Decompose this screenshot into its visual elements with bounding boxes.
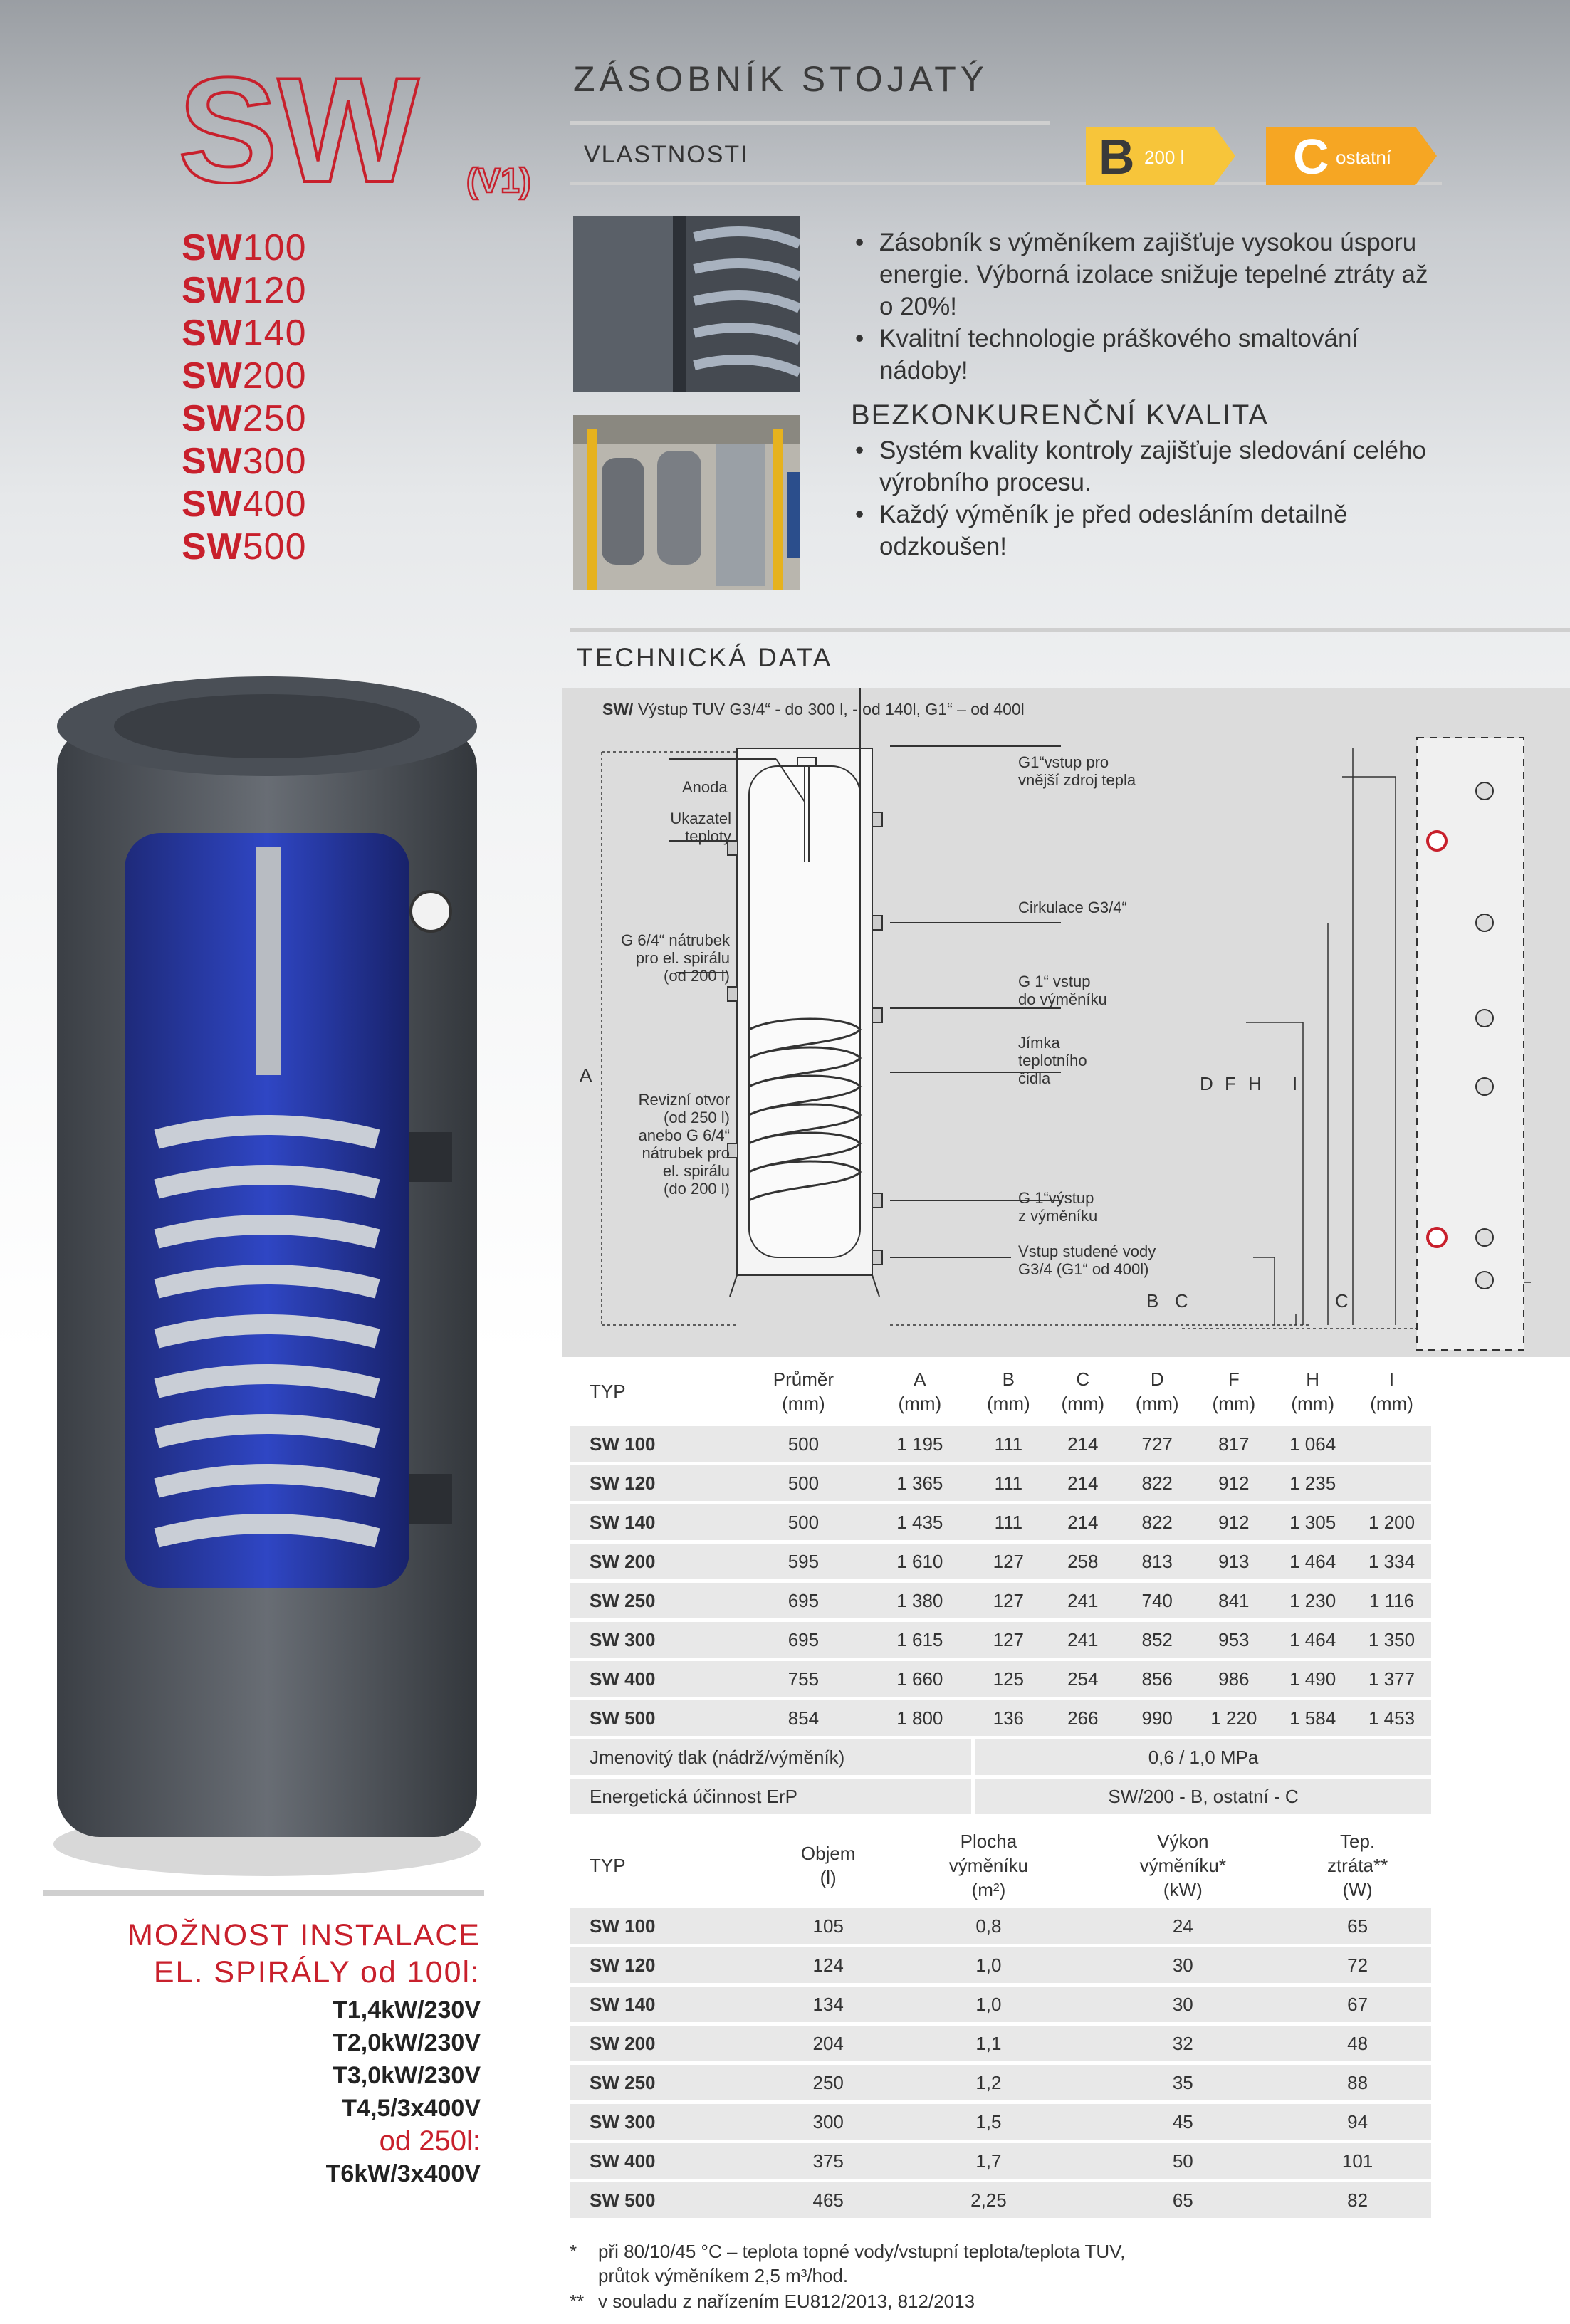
table-cell: 817 xyxy=(1194,1426,1273,1462)
table-cell: 1 584 xyxy=(1273,1700,1352,1736)
table-cell: SW 120 xyxy=(570,1465,738,1501)
model-item: SW400 xyxy=(182,483,307,525)
title-divider xyxy=(570,121,1050,125)
label-g1-vstup-zdroj: G1“vstup pro vnější zdroj tepla xyxy=(1018,753,1136,789)
table-cell: 854 xyxy=(738,1700,868,1736)
table-cell: Energetická účinnost ErP xyxy=(570,1779,971,1814)
table-cell: 65 xyxy=(1284,1908,1431,1944)
table-cell: 1 490 xyxy=(1273,1661,1352,1697)
table-row xyxy=(570,2026,1431,2061)
table-cell: 300 xyxy=(761,2104,895,2140)
table-cell: 856 xyxy=(1120,1661,1194,1697)
table-cell: 101 xyxy=(1284,2143,1431,2179)
table-row xyxy=(570,1661,1431,1697)
table1-header: F (mm) xyxy=(1194,1360,1273,1423)
table-row xyxy=(570,1779,1431,1814)
feature-bullet: • Každý výměník je před odesláním detailně odzkoušen! xyxy=(851,498,1435,562)
label-g1-vstup-vymenik: G 1“ vstup do výměníku xyxy=(1018,973,1107,1008)
table-cell: 1 350 xyxy=(1352,1622,1431,1658)
table-cell: 67 xyxy=(1284,1987,1431,2022)
model-item: SW300 xyxy=(182,441,307,482)
table-cell: 258 xyxy=(1046,1544,1120,1579)
table-cell: 134 xyxy=(761,1987,895,2022)
table-cell: 1 195 xyxy=(869,1426,972,1462)
table1-header: I (mm) xyxy=(1352,1360,1431,1423)
diagram-caption: SW/ Výstup TUV G3/4“ - do 300 l, - od 140l, G1“ – od 400l xyxy=(602,700,1025,718)
table-cell: 32 xyxy=(1082,2026,1284,2061)
energy-badge-c xyxy=(1266,127,1437,185)
table-cell: SW 250 xyxy=(570,2065,761,2100)
table-cell: 241 xyxy=(1046,1583,1120,1618)
table-row xyxy=(570,1987,1431,2022)
footnote-2: ** v souladu z nařízením EU812/2013, 812/2013 xyxy=(570,2291,975,2312)
tank-cutaway-illustration xyxy=(43,676,491,1887)
table-cell: 94 xyxy=(1284,2104,1431,2140)
table-row xyxy=(570,2182,1431,2218)
table-cell: 50 xyxy=(1082,2143,1284,2179)
section-title-vlastnosti: VLASTNOSTI xyxy=(584,141,749,168)
table-cell: 65 xyxy=(1082,2182,1284,2218)
dim-label-i: I xyxy=(1292,1073,1298,1094)
table-cell: 250 xyxy=(761,2065,895,2100)
table-cell: 30 xyxy=(1082,1947,1284,1983)
table-cell: 1,0 xyxy=(895,1947,1082,1983)
table-cell: 1 464 xyxy=(1273,1544,1352,1579)
dim-label-a: A xyxy=(580,1064,592,1086)
table-cell: SW 400 xyxy=(570,1661,738,1697)
table-cell: 595 xyxy=(738,1544,868,1579)
table-row xyxy=(570,1465,1431,1501)
table-cell: 124 xyxy=(761,1947,895,1983)
feature-bullet: • Kvalitní technologie práškového smaltování nádoby! xyxy=(851,323,1435,387)
tech-divider xyxy=(570,628,1570,632)
table-cell: 127 xyxy=(971,1583,1045,1618)
table-cell: 1 610 xyxy=(869,1544,972,1579)
label-g64: G 6/4“ nátrubek pro el. spirálu (od 200 l) xyxy=(621,931,730,985)
table-cell: 204 xyxy=(761,2026,895,2061)
model-list xyxy=(182,226,307,568)
table-cell: 30 xyxy=(1082,1987,1284,2022)
table-cell: SW 140 xyxy=(570,1987,761,2022)
footnote-1: * při 80/10/45 °C – teplota topné vody/vstupní teplota/teplota TUV, průtok výměníkem 2,5 m³/hod. xyxy=(570,2241,1126,2286)
table-cell: 375 xyxy=(761,2143,895,2179)
table-cell: 48 xyxy=(1284,2026,1431,2061)
table-row xyxy=(570,1504,1431,1540)
table-cell: 990 xyxy=(1120,1700,1194,1736)
table-cell: 1,2 xyxy=(895,2065,1082,2100)
badge-c-text: ostatní xyxy=(1336,147,1392,168)
table-cell: 82 xyxy=(1284,2182,1431,2218)
feature-bullet: • Systém kvality kontroly zajišťuje sledování celého výrobního procesu. xyxy=(851,434,1435,498)
badge-c-letter: C xyxy=(1293,129,1329,184)
table-row xyxy=(570,2143,1431,2179)
table-cell: 912 xyxy=(1194,1504,1273,1540)
table-cell: 822 xyxy=(1120,1465,1194,1501)
table2-header: Tep. ztráta** (W) xyxy=(1284,1826,1431,1905)
table-cell: 2,25 xyxy=(895,2182,1082,2218)
table-cell: SW 100 xyxy=(570,1426,738,1462)
dim-label-f: F xyxy=(1225,1073,1236,1094)
model-item: SW140 xyxy=(182,313,307,354)
table-cell: 986 xyxy=(1194,1661,1273,1697)
table-cell: 88 xyxy=(1284,2065,1431,2100)
table-cell: 127 xyxy=(971,1622,1045,1658)
table-cell: SW 120 xyxy=(570,1947,761,1983)
label-ukazatel: Ukazatel teploty xyxy=(670,810,731,845)
table-row xyxy=(570,1908,1431,1944)
table-cell: SW 140 xyxy=(570,1504,738,1540)
table-cell: 465 xyxy=(761,2182,895,2218)
label-anoda: Anoda xyxy=(682,778,728,796)
table-cell: 953 xyxy=(1194,1622,1273,1658)
table1-header: B (mm) xyxy=(971,1360,1045,1423)
badge-b-letter: B xyxy=(1099,129,1135,184)
table-cell: SW 100 xyxy=(570,1908,761,1944)
label-cirkulace: Cirkulace G3/4“ xyxy=(1018,899,1127,916)
table-cell: SW 200 xyxy=(570,2026,761,2061)
table-cell: 813 xyxy=(1120,1544,1194,1579)
table-cell: 72 xyxy=(1284,1947,1431,1983)
table1-header: TYP xyxy=(570,1360,738,1423)
table-cell: 0,8 xyxy=(895,1908,1082,1944)
label-revizni-otvor: Revizní otvor (od 250 l) anebo G 6/4“ nátrubek pro el. spirálu (do 200 l) xyxy=(638,1091,730,1198)
model-item: SW200 xyxy=(182,355,307,397)
table2-header: TYP xyxy=(570,1826,761,1905)
table-cell: 0,6 / 1,0 MPa xyxy=(971,1739,1431,1775)
table-row xyxy=(570,1426,1431,1462)
dim-label-d: D xyxy=(1200,1073,1213,1094)
table-cell: 214 xyxy=(1046,1426,1120,1462)
table-cell: 1 235 xyxy=(1273,1465,1352,1501)
table-cell: 1,5 xyxy=(895,2104,1082,2140)
table-cell: 111 xyxy=(971,1504,1045,1540)
table2-header: Plocha výměníku (m²) xyxy=(895,1826,1082,1905)
table-cell: SW 300 xyxy=(570,2104,761,2140)
table-cell: 1 464 xyxy=(1273,1622,1352,1658)
table-cell: 127 xyxy=(971,1544,1045,1579)
table-cell: 1,1 xyxy=(895,2026,1082,2061)
table-cell: SW 500 xyxy=(570,1700,738,1736)
table-cell: SW 500 xyxy=(570,2182,761,2218)
table1-header: A (mm) xyxy=(869,1360,972,1423)
table-cell: 125 xyxy=(971,1661,1045,1697)
table-cell: 1 660 xyxy=(869,1661,972,1697)
table-row xyxy=(570,1947,1431,1983)
table-cell xyxy=(1352,1426,1431,1462)
dim-label-c: C xyxy=(1175,1290,1188,1312)
badge-b-text: 200 l xyxy=(1144,147,1185,168)
table-cell: 24 xyxy=(1082,1908,1284,1944)
table-cell: 266 xyxy=(1046,1700,1120,1736)
table-cell: 214 xyxy=(1046,1465,1120,1501)
table-cell: 1 453 xyxy=(1352,1700,1431,1736)
table-cell: SW/200 - B, ostatní - C xyxy=(971,1779,1431,1814)
table-row xyxy=(570,2065,1431,2100)
table-cell: 1,0 xyxy=(895,1987,1082,2022)
table-cell: 822 xyxy=(1120,1504,1194,1540)
table-cell: 1 365 xyxy=(869,1465,972,1501)
table-cell: 1,7 xyxy=(895,2143,1082,2179)
quality-subtitle: BEZKONKURENČNÍ KVALITA xyxy=(851,399,1270,431)
table-cell: 1 305 xyxy=(1273,1504,1352,1540)
table-cell: 214 xyxy=(1046,1504,1120,1540)
dim-label-h: H xyxy=(1248,1073,1262,1094)
table-cell: 35 xyxy=(1082,2065,1284,2100)
table-cell: 1 380 xyxy=(869,1583,972,1618)
table-cell: 695 xyxy=(738,1583,868,1618)
table-row xyxy=(570,2104,1431,2140)
table-cell: 852 xyxy=(1120,1622,1194,1658)
table-cell: SW 250 xyxy=(570,1583,738,1618)
dim-label-c-side: C xyxy=(1335,1290,1349,1312)
page-title: ZÁSOBNÍK STOJATÝ xyxy=(573,59,989,99)
table1-header: Průměr (mm) xyxy=(738,1360,868,1423)
table-cell: 500 xyxy=(738,1504,868,1540)
table-cell: 1 800 xyxy=(869,1700,972,1736)
dim-label-b: B xyxy=(1146,1290,1159,1312)
table-row xyxy=(570,1544,1431,1579)
model-item: SW120 xyxy=(182,270,307,311)
installation-title: MOŽNOST INSTALACE EL. SPIRÁLY od 100l: xyxy=(127,1918,481,1989)
table-cell: 740 xyxy=(1120,1583,1194,1618)
table-row xyxy=(570,1622,1431,1658)
table-cell: 111 xyxy=(971,1465,1045,1501)
table-cell: 727 xyxy=(1120,1426,1194,1462)
table-row xyxy=(570,1739,1431,1775)
table-row xyxy=(570,1700,1431,1736)
table-row xyxy=(570,1583,1431,1618)
table-cell: SW 400 xyxy=(570,2143,761,2179)
table-cell: 500 xyxy=(738,1465,868,1501)
table-cell: 1 615 xyxy=(869,1622,972,1658)
table-cell: SW 300 xyxy=(570,1622,738,1658)
logo-text: SW xyxy=(178,50,419,206)
table-cell: 1 200 xyxy=(1352,1504,1431,1540)
label-studena-voda: Vstup studené vody G3/4 (G1“ od 400l) xyxy=(1018,1242,1156,1278)
table-cell: 241 xyxy=(1046,1622,1120,1658)
energy-badge-b xyxy=(1086,127,1235,185)
table-cell: 45 xyxy=(1082,2104,1284,2140)
table1-header: H (mm) xyxy=(1273,1360,1352,1423)
factory-photo xyxy=(573,415,800,590)
features xyxy=(851,226,1435,562)
table-cell: 1 435 xyxy=(869,1504,972,1540)
table-cell: 500 xyxy=(738,1426,868,1462)
table2-header: Objem (l) xyxy=(761,1826,895,1905)
table-cell: 695 xyxy=(738,1622,868,1658)
table-cell xyxy=(1352,1465,1431,1501)
table-cell: 136 xyxy=(971,1700,1045,1736)
logo-version: (V1) xyxy=(466,162,531,200)
feature-bullet: • Zásobník s výměníkem zajišťuje vysokou úsporu energie. Výborná izolace snižuje tepelné ztráty až o 20%! xyxy=(851,226,1435,323)
dimensions-table xyxy=(570,1356,1431,1818)
table-cell: 1 116 xyxy=(1352,1583,1431,1618)
table-cell: 1 220 xyxy=(1194,1700,1273,1736)
table-cell: 1 064 xyxy=(1273,1426,1352,1462)
table-cell: Jmenovitý tlak (nádrž/výměník) xyxy=(570,1739,971,1775)
table1-header: D (mm) xyxy=(1120,1360,1194,1423)
performance-table xyxy=(570,1823,1431,2221)
table-cell: 254 xyxy=(1046,1661,1120,1697)
installation-options: T1,4kW/230V T2,0kW/230V T3,0kW/230V T4,5/3x400V od 250l: T6kW/3x400V xyxy=(325,1996,481,2187)
table1-header: C (mm) xyxy=(1046,1360,1120,1423)
label-g1-vystup: G 1“výstup z výměníku xyxy=(1018,1189,1098,1225)
table-cell: 1 334 xyxy=(1352,1544,1431,1579)
tech-data-title: TECHNICKÁ DATA xyxy=(577,643,833,672)
model-item: SW100 xyxy=(182,227,307,268)
model-item: SW250 xyxy=(182,398,307,439)
table-cell: 841 xyxy=(1194,1583,1273,1618)
table-cell: 1 377 xyxy=(1352,1661,1431,1697)
table-cell: 105 xyxy=(761,1908,895,1944)
table-cell: 111 xyxy=(971,1426,1045,1462)
label-jimka: Jímka teplotního čidla xyxy=(1018,1034,1087,1087)
sw-logo xyxy=(178,50,562,206)
table-cell: 913 xyxy=(1194,1544,1273,1579)
table-cell: SW 200 xyxy=(570,1544,738,1579)
installation-divider xyxy=(43,1890,484,1896)
table-cell: 755 xyxy=(738,1661,868,1697)
table-cell: 912 xyxy=(1194,1465,1273,1501)
insulation-photo xyxy=(573,216,800,392)
model-item: SW500 xyxy=(182,526,307,567)
table2-header: Výkon výměníku* (kW) xyxy=(1082,1826,1284,1905)
table-cell: 1 230 xyxy=(1273,1583,1352,1618)
